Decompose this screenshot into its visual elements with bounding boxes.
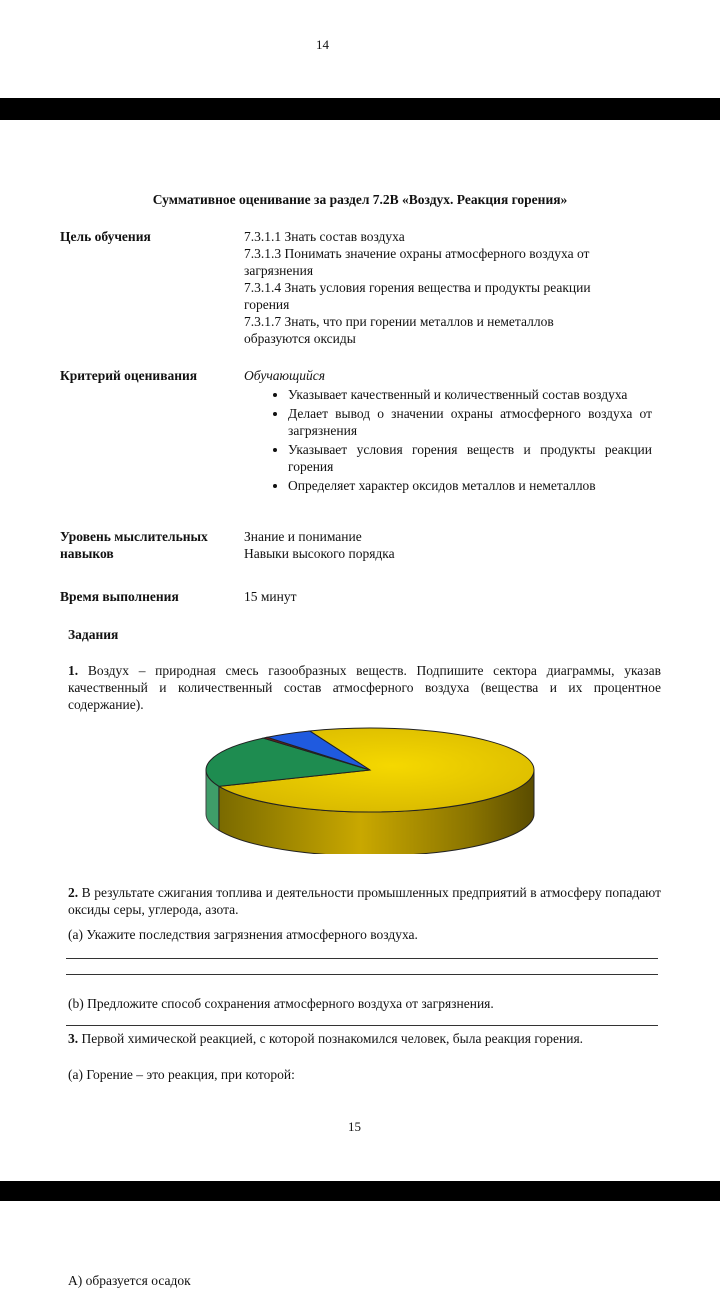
task3-text: Первой химической реакцией, с которой познакомился человек, была реакция горения. (78, 1031, 584, 1046)
tasks-heading: Задания (68, 627, 119, 642)
task1-number: 1. (68, 663, 79, 678)
criteria-value (244, 367, 652, 496)
task2-number: 2. (68, 885, 79, 900)
task2-text: В результате сжигания топлива и деятельности промышленных предприятий в атмосферу попадают оксиды серы, углерода, азота. (68, 885, 661, 917)
task3 (68, 1030, 661, 1047)
level-label-line: Уровень мыслительных (60, 529, 208, 544)
criteria-item: • Делает вывод о значении охраны атмосферного воздуха от загрязнения (288, 405, 652, 439)
task2-a: (a) Укажите последствия загрязнения атмосферного воздуха. (68, 927, 418, 942)
task2-b: (b) Предложите способ сохранения атмосферного воздуха от загрязнения. (68, 996, 494, 1011)
page-number-bottom: 15 (348, 1119, 361, 1134)
goal-line: загрязнения (244, 263, 314, 278)
next-page-fragment: A) образуется осадок (68, 1273, 191, 1288)
page-title: Суммативное оценивание за раздел 7.2В «Воздух. Реакция горения» (152, 192, 568, 207)
criteria-head: Обучающийся (244, 368, 326, 383)
task1-text: Воздух – природная смесь газообразных веществ. Подпишите сектора диаграммы, указав качественный и количественный состав атмосферного воздуха (вещества и их процентное содержание). (68, 663, 661, 712)
goal-value (244, 228, 640, 347)
level-value-line: Навыки высокого порядка (244, 546, 395, 561)
goal-line: 7.3.1.1 Знать состав воздуха (244, 229, 405, 244)
page-separator (0, 1181, 720, 1201)
level-value (244, 528, 640, 562)
task2 (68, 884, 661, 918)
goal-line: 7.3.1.7 Знать, что при горении металлов и неметаллов (244, 314, 554, 329)
task3-number: 3. (68, 1031, 79, 1046)
answer-line[interactable] (66, 1025, 658, 1026)
task3-a: (a) Горение – это реакция, при которой: (68, 1067, 295, 1082)
level-label (60, 528, 208, 562)
pie-chart (190, 724, 536, 854)
goal-line: 7.3.1.4 Знать условия горения вещества и продукты реакции (244, 280, 591, 295)
time-value: 15 минут (244, 589, 297, 604)
criteria-item: • Указывает условия горения веществ и продукты реакции горения (288, 441, 652, 475)
page-number-top: 14 (316, 37, 329, 52)
task1 (68, 662, 661, 713)
criteria-label: Критерий оценивания (60, 368, 198, 383)
answer-line[interactable] (66, 958, 658, 959)
pie-slices (206, 728, 534, 854)
criteria-list (244, 386, 652, 494)
goal-line: 7.3.1.3 Понимать значение охраны атмосферного воздуха от (244, 246, 590, 261)
level-label-line: навыков (60, 546, 114, 561)
criteria-item: • Определяет характер оксидов металлов и неметаллов (288, 477, 652, 494)
time-label: Время выполнения (60, 589, 179, 604)
criteria-item: • Указывает качественный и количественный состав воздуха (288, 386, 652, 403)
goal-label: Цель обучения (60, 229, 151, 244)
level-value-line: Знание и понимание (244, 529, 362, 544)
answer-line[interactable] (66, 974, 658, 975)
goal-line: образуются оксиды (244, 331, 356, 346)
goal-line: горения (244, 297, 290, 312)
page-separator (0, 98, 720, 120)
